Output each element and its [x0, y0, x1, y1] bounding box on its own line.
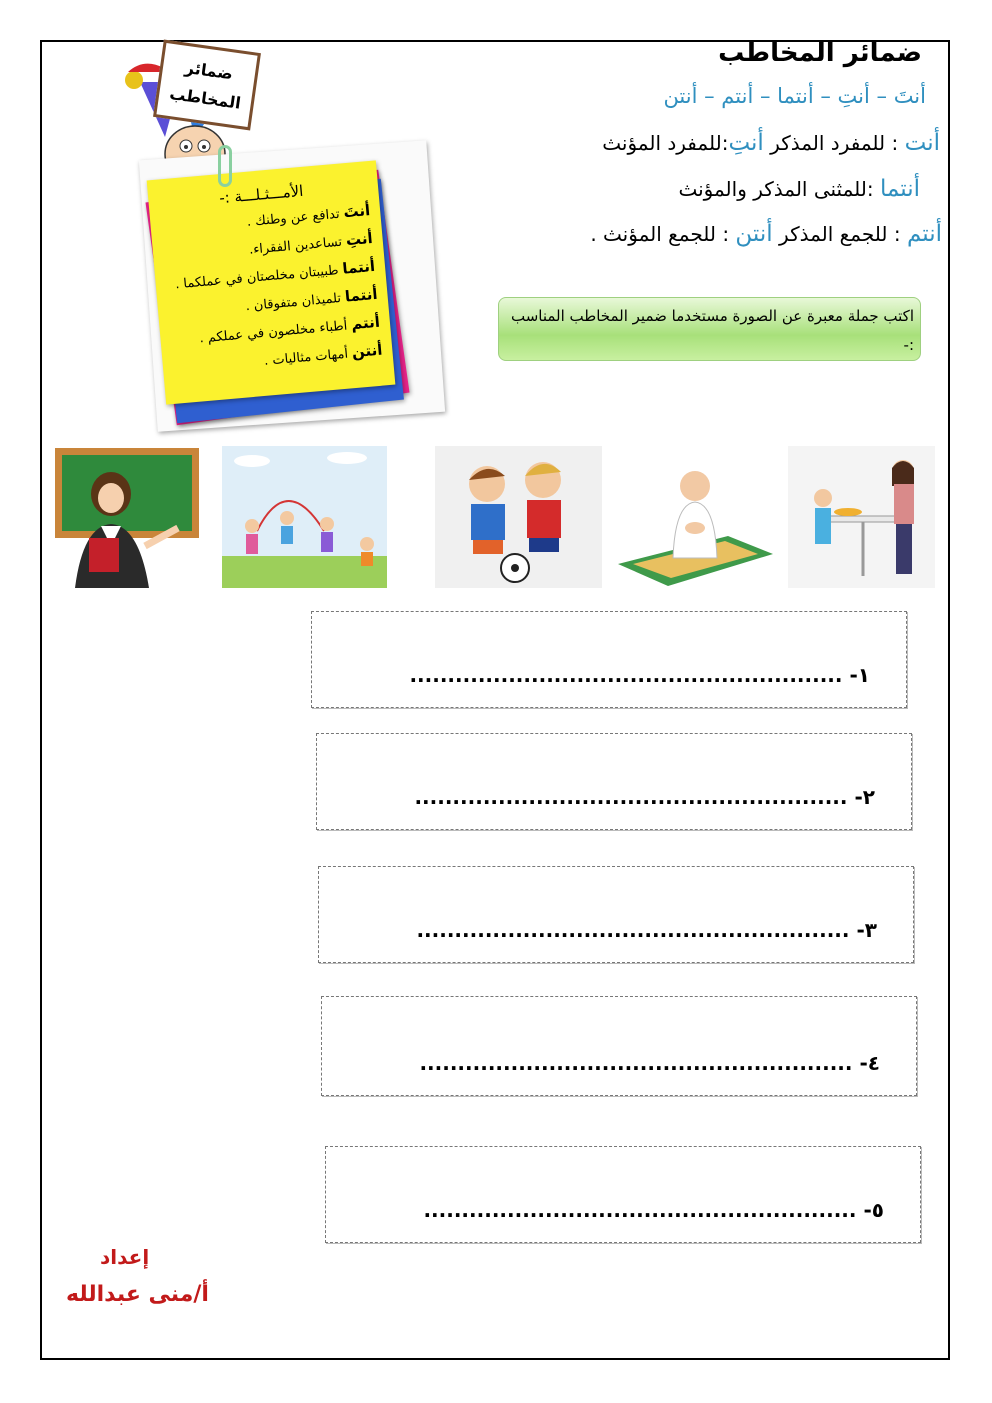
def-pronoun: أنت — [904, 130, 940, 156]
def-text: : للجمع المذكر — [772, 222, 907, 246]
answer-line: ١- ......................................................... — [409, 663, 870, 687]
pronouns-line: أنتَ – أنتِ – أنتما – أنتم – أنتن — [663, 84, 926, 108]
definition-singular — [602, 130, 940, 156]
example-pronoun: أنتن — [351, 340, 384, 362]
example-pronoun: أنتِ — [345, 229, 374, 250]
instruction-box: اكتب جملة معبرة عن الصورة مستخدما ضمير المخاطب المناسب :- — [498, 297, 921, 361]
example-pronoun: أنتما — [341, 256, 376, 278]
topic-sign — [153, 40, 261, 131]
examples-heading: الأمـــثـلـــة :- — [218, 181, 305, 208]
picture-girls-jumprope — [222, 446, 387, 588]
def-pronoun: أنتن — [735, 221, 773, 247]
answer-box[interactable] — [321, 996, 917, 1096]
author-label: إعداد — [100, 1245, 150, 1269]
answer-box[interactable] — [325, 1146, 921, 1243]
example-pronoun: أنتَ — [342, 201, 371, 222]
answer-line: ٣- ......................................................... — [416, 918, 877, 942]
example-text: أمهات مثاليات . — [263, 346, 353, 369]
sign-line: ضمائر — [183, 57, 235, 84]
answer-box[interactable] — [318, 866, 914, 963]
def-pronoun: أنتِ — [728, 130, 764, 156]
def-text: :للمفرد المؤنث — [602, 131, 729, 155]
page-title: ضمائر المخاطب — [718, 38, 922, 68]
answer-line: ٢- ......................................................... — [414, 785, 875, 809]
picture-teacher — [53, 446, 201, 588]
answer-box[interactable] — [311, 611, 907, 708]
example-text: تلميذان متفوقان . — [244, 290, 346, 315]
author-name: أ/منى عبدالله — [66, 1282, 209, 1307]
answer-line: ٤- ......................................................... — [419, 1051, 880, 1075]
definition-dual — [678, 176, 920, 202]
def-text: : للمفرد المذكر — [763, 131, 905, 155]
examples-note — [130, 145, 440, 430]
answer-box[interactable] — [316, 733, 912, 830]
picture-boy-praying — [613, 446, 775, 588]
def-pronoun: أنتما — [879, 176, 920, 202]
picture-boys-football — [435, 446, 602, 588]
definition-plural — [590, 221, 942, 247]
example-text: أطباء مخلصون في عملكم . — [198, 318, 353, 347]
def-text: :للمثنى المذكر والمؤنث — [678, 177, 880, 201]
def-text: : للجمع المؤنث . — [590, 222, 736, 246]
example-text: طبيبتان مخلصتان في عملكما . — [174, 262, 344, 293]
example-text: تساعدين الفقراء. — [248, 234, 347, 258]
example-text: تدافع عن وطنك . — [246, 206, 345, 230]
answer-line: ٥- ......................................................... — [423, 1198, 884, 1222]
paperclip-icon — [218, 145, 232, 187]
examples-list — [147, 160, 396, 404]
sign-line: المخاطب — [168, 83, 242, 113]
example-pronoun: أنتما — [344, 284, 379, 306]
picture-mother-daughter-cooking — [788, 446, 935, 588]
example-pronoun: أنتم — [350, 312, 381, 334]
def-pronoun: أنتم — [906, 221, 942, 247]
